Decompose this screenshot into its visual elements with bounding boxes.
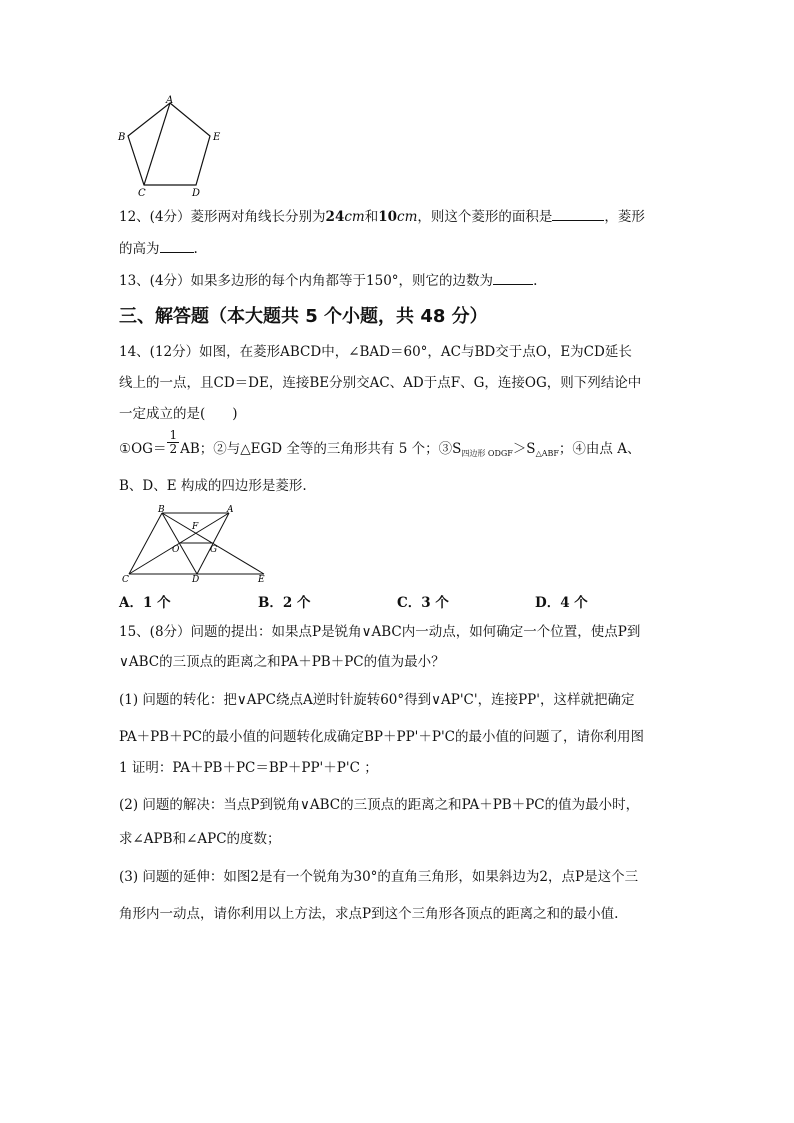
pentagon-shape xyxy=(128,103,210,185)
q14-line5: B、D、E 构成的四边形是菱形. xyxy=(119,478,307,494)
q13-text: 13、(4分）如果多边形的每个内角都等于150°，则它的边数为 xyxy=(119,273,494,289)
q12-d2: 10 xyxy=(378,209,398,225)
q15-line1: 15、(8分）问题的提出：如果点P是锐角∨ABC内一动点，如何确定一个位置，使点P到 xyxy=(119,624,641,640)
label-c: C xyxy=(138,188,146,199)
fraction-one-half xyxy=(167,429,179,456)
option-d[interactable]: D．4 个 xyxy=(535,595,588,611)
q14-sub-quad: 四边形 ODGF xyxy=(461,449,513,458)
label-e: E xyxy=(258,575,265,584)
label-a: A xyxy=(166,95,174,106)
q12-line2 xyxy=(119,238,198,259)
q12-unit2: cm xyxy=(397,209,418,225)
q12-line1 xyxy=(119,206,645,227)
q15-line2: ∨ABC的三顶点的距离之和PA＋PB＋PC的值为最小？ xyxy=(119,654,445,670)
q12-text-e: . xyxy=(193,241,198,257)
q12-and: 和 xyxy=(364,209,379,225)
q13-line xyxy=(119,270,537,291)
q12-answer-blank-1[interactable] xyxy=(552,206,604,221)
label-b: B xyxy=(118,132,126,143)
q15-line4: PA＋PB＋PC的最小值的问题转化成确定BP＋PP'＋P'C的最小值的问题了，请你利用图 xyxy=(119,729,645,745)
label-d: D xyxy=(192,188,201,199)
q14-line3: 一定成立的是( ) xyxy=(119,406,238,422)
q14-statement-4: ；④由点 A、 xyxy=(558,441,641,457)
label-b: B xyxy=(158,505,165,515)
q14-statement-2: AB；②与△EGD 全等的三角形共有 5 个；③S xyxy=(180,441,462,457)
label-a: A xyxy=(227,505,234,515)
edge-bc xyxy=(129,513,162,574)
label-c: C xyxy=(122,575,129,584)
q15-line6: (2) 问题的解决：当点P到锐角∨ABC的三顶点的距离之和PA＋PB＋PC的值为最小时， xyxy=(119,797,640,813)
q15-line8: (3) 问题的延伸：如图2是有一个锐角为30°的直角三角形，如果斜边为2，点P是这个三 xyxy=(119,869,639,885)
option-c[interactable]: C．3 个 xyxy=(397,595,449,611)
diagonal-ac xyxy=(144,103,170,185)
q12-text-d: 的高为 xyxy=(119,241,160,257)
label-f: F xyxy=(192,522,199,532)
q13-answer-blank[interactable] xyxy=(493,270,533,285)
pentagon-figure xyxy=(110,94,226,200)
label-g: G xyxy=(210,545,218,555)
q14-statement-3: ＞S xyxy=(512,441,536,457)
option-a[interactable]: A．1 个 xyxy=(119,595,171,611)
q14-line2: 线上的一点，且CD＝DE，连接BE分别交AC、AD于点F、G，连接OG，则下列结论中 xyxy=(119,375,642,391)
q14-line4 xyxy=(119,428,641,464)
q13-text-b: . xyxy=(533,273,538,289)
q12-answer-blank-2[interactable] xyxy=(160,238,194,253)
rhombus-figure xyxy=(118,502,270,584)
q15-line3: (1) 问题的转化：把∨APC绕点A逆时针旋转60°得到∨AP'C'，连接PP'，这样就把确定 xyxy=(119,692,635,708)
q14-line1: 14、(12分）如图，在菱形ABCD中，∠BAD＝60°，AC与BD交于点O，E为CD延长 xyxy=(119,344,632,360)
fraction-numerator: 1 xyxy=(169,428,178,442)
q12-unit1: cm xyxy=(344,209,365,225)
q12-d1: 24 xyxy=(325,209,345,225)
label-o: O xyxy=(172,545,180,555)
q12-text-c: ，菱形 xyxy=(604,209,645,225)
label-d: D xyxy=(192,575,200,584)
section3-heading: 三、解答题（本大题共 5 个小题，共 48 分） xyxy=(119,306,488,327)
label-e: E xyxy=(213,132,221,143)
q15-line9: 角形内一动点，请你利用以上方法，求点P到这个三角形各顶点的距离之和的最小值. xyxy=(119,906,619,922)
q12-text-b: ，则这个菱形的面积是 xyxy=(417,209,553,225)
q14-statement-1: ①OG＝ xyxy=(119,441,167,457)
option-b[interactable]: B．2 个 xyxy=(258,595,311,611)
q14-sub-tri: △ABF xyxy=(535,449,559,458)
q15-line7: 求∠APB和∠APC的度数； xyxy=(119,831,281,847)
fraction-denominator: 2 xyxy=(169,442,178,456)
q12-text: 12、(4分）菱形两对角线长分别为 xyxy=(119,209,326,225)
q15-line5: 1 证明：PA＋PB＋PC＝BP＋PP'＋P'C ； xyxy=(119,760,378,776)
